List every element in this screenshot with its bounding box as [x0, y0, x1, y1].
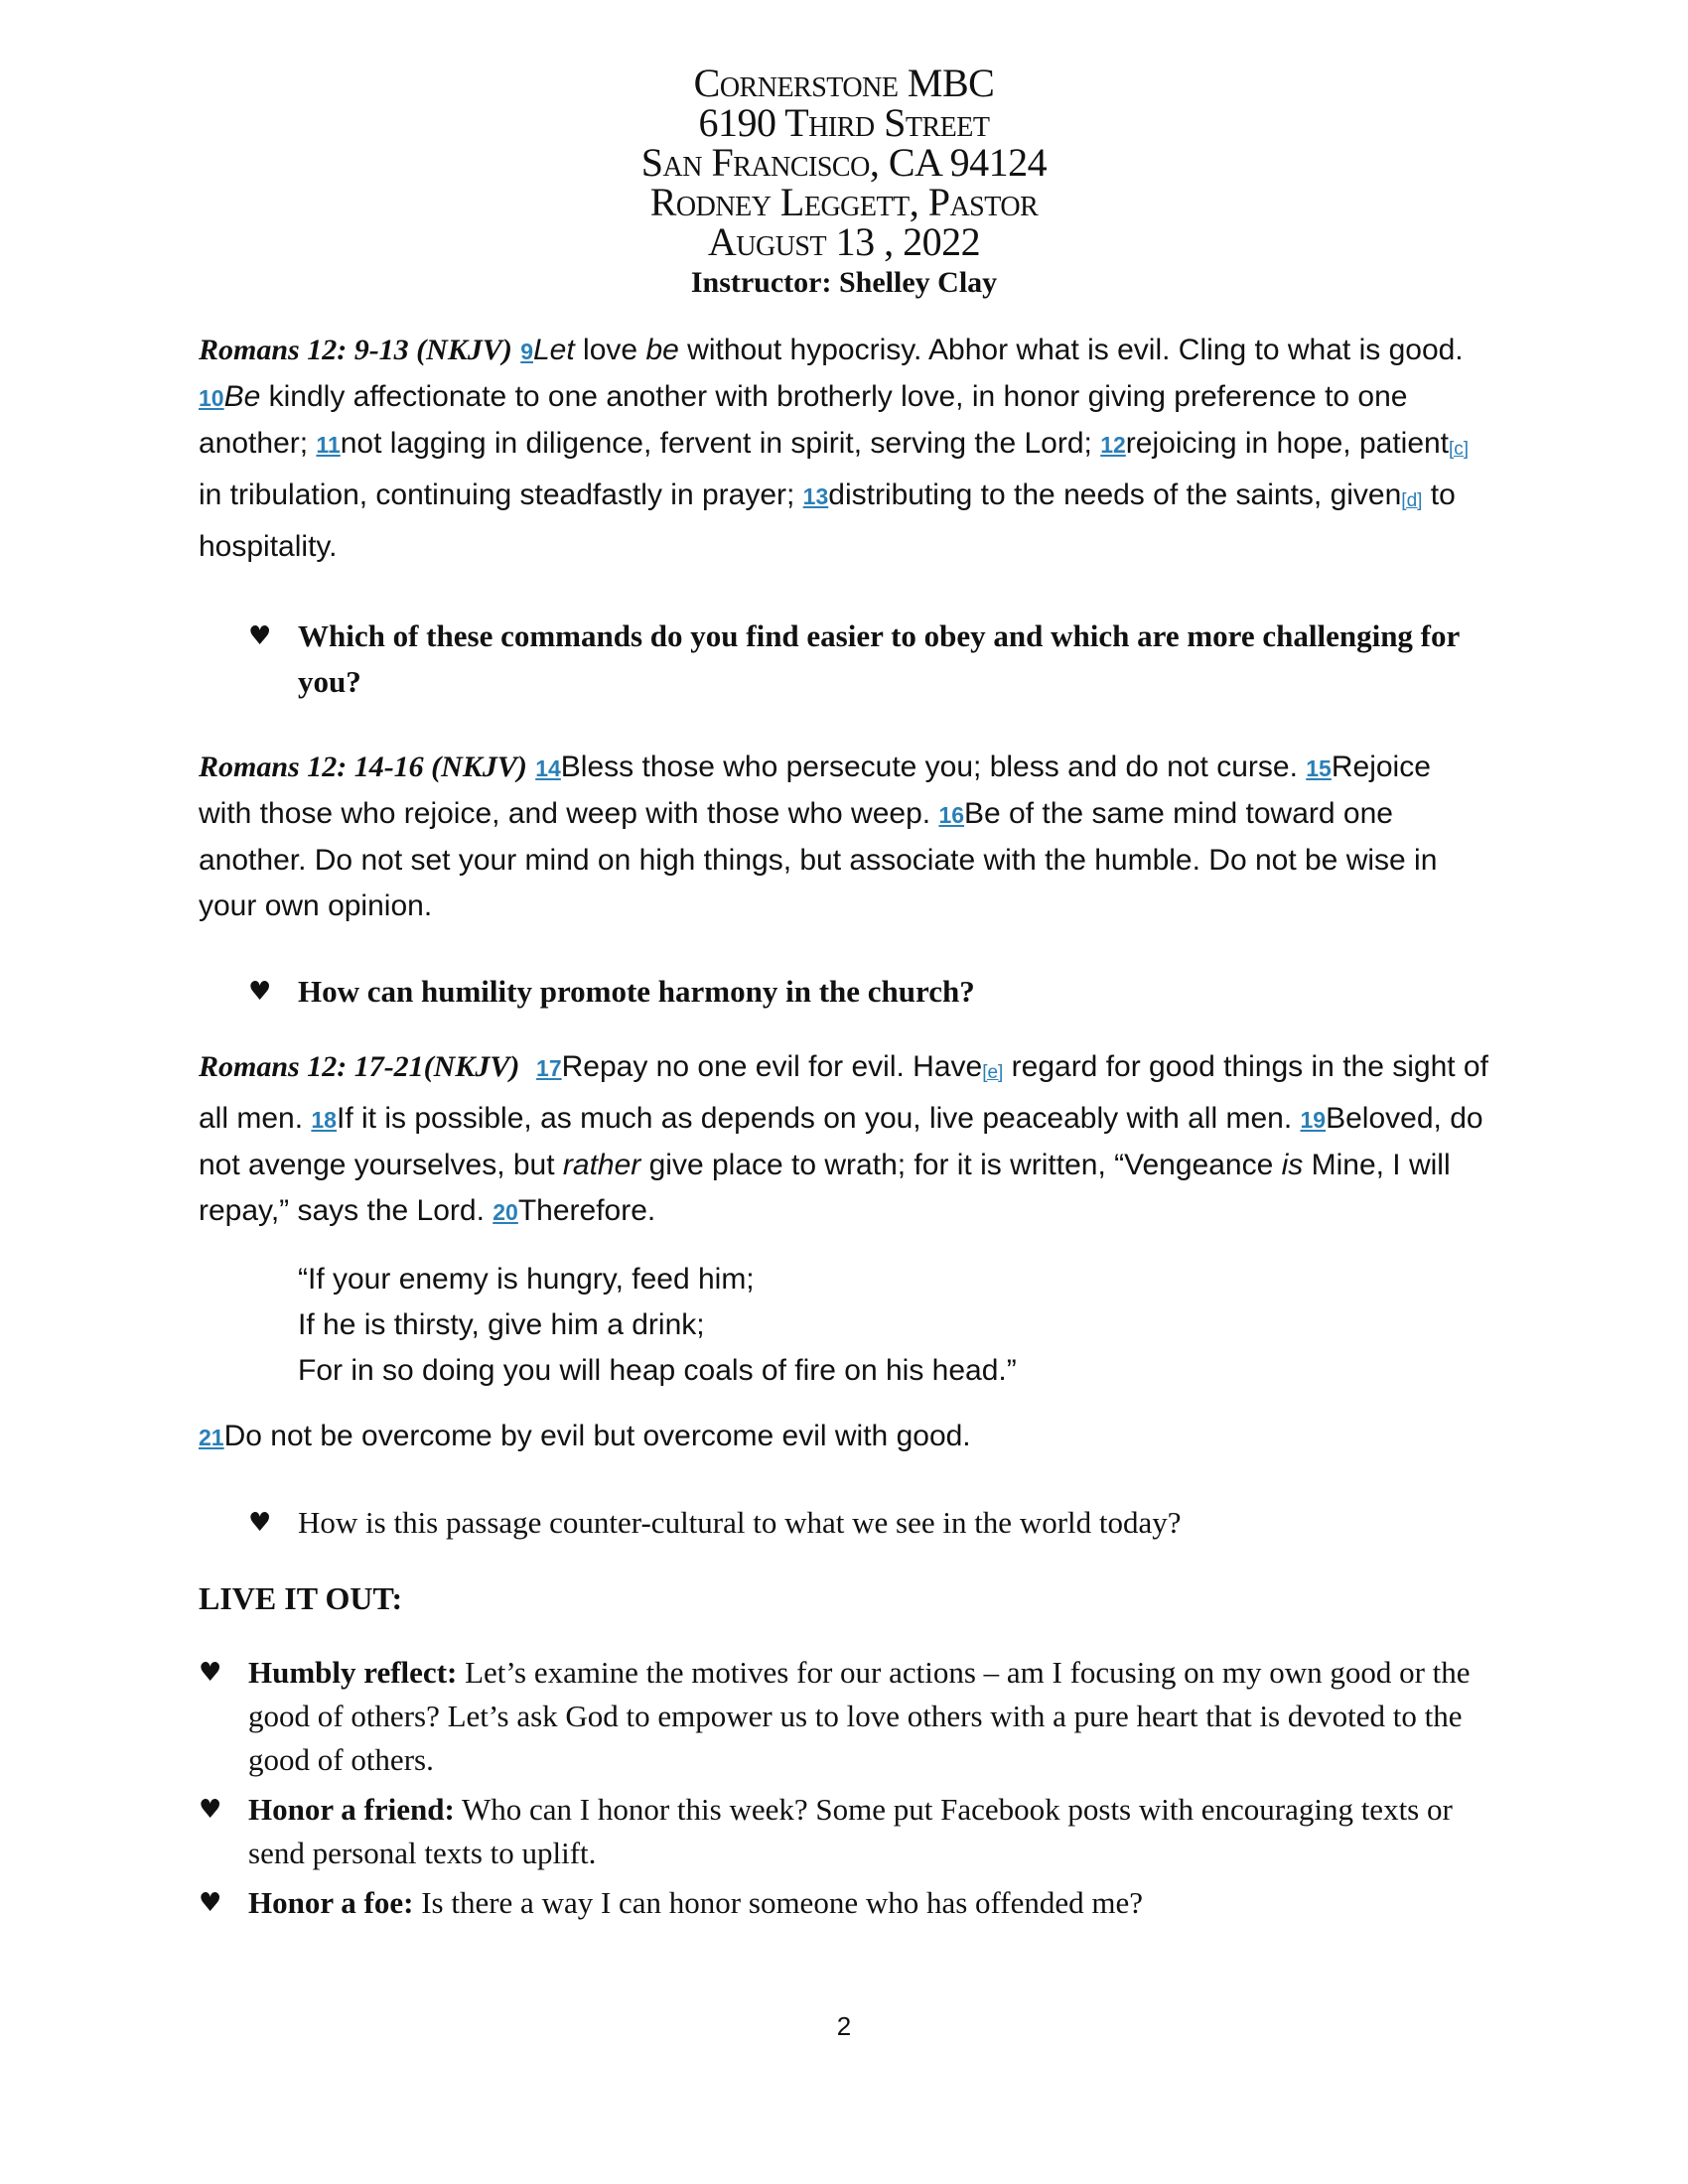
footnote-link-d[interactable]: [d]	[1401, 490, 1423, 511]
verse-text: be	[645, 334, 679, 366]
verse-text: Let	[533, 334, 575, 366]
verse-text: If it is possible, as much as depends on you, live peaceably with all men.	[336, 1102, 1301, 1135]
verse-text: not lagging in diligence, fervent in spirit, serving the Lord;	[340, 427, 1101, 460]
item-text: Who can I honor this week? Some put Facebook posts with encouraging texts or send personal texts to uplift.	[248, 1792, 1453, 1870]
verse-link-19[interactable]: 19	[1300, 1107, 1327, 1133]
poem-line: If he is thirsty, give him a drink;	[298, 1308, 705, 1341]
lesson-date: August 13 , 2022	[707, 219, 981, 264]
verse-text: give place to wrath; for it is written, “Vengeance	[640, 1149, 1282, 1181]
quoted-poem	[199, 1257, 1489, 1394]
live-it-out-heading: LIVE IT OUT:	[199, 1580, 403, 1616]
question-text: Which of these commands do you find easier to obey and which are more challenging for you?	[298, 618, 1460, 699]
verse-link-10[interactable]: 10	[199, 385, 224, 411]
item-label: Honor a foe:	[248, 1885, 414, 1920]
live-it-out-item	[199, 1881, 1489, 1925]
heart-bullet-icon: ♥	[248, 977, 272, 1007]
pastor-name: Rodney Leggett, Pastor	[649, 180, 1039, 224]
item-label: Humbly reflect:	[248, 1655, 458, 1690]
verse-text: rejoicing in hope, patient	[1125, 427, 1450, 460]
discussion-question-1	[199, 614, 1489, 705]
passage-romans-12-9-13	[199, 328, 1489, 570]
heart-bullet-icon: ♥	[199, 1888, 222, 1918]
verse-link-9[interactable]: 9	[520, 339, 533, 364]
scripture-reference: Romans 12: 14-16 (NKJV)	[199, 751, 527, 783]
verse-text: to hospitality.	[199, 478, 1456, 563]
heart-bullet-icon: ♥	[199, 1658, 222, 1688]
poem-line: For in so doing you will heap coals of fire on his head.”	[298, 1354, 1017, 1387]
verse-text: regard for good things in the sight of all men.	[199, 1050, 1488, 1135]
item-text: Let’s examine the motives for our actions – am I focusing on my own good or the good of others? Let’s ask God to empower us to love others with a pure heart that is devoted to the good of others.	[248, 1655, 1471, 1777]
verse-link-12[interactable]: 12	[1100, 432, 1126, 458]
verse-text: Repay no one evil for evil. Have	[561, 1050, 983, 1083]
verse-text: Be	[223, 380, 261, 413]
item-text: Is there a way I can honor someone who has offended me?	[413, 1885, 1144, 1920]
verse-text: Rejoice with those who rejoice, and weep with those who weep.	[199, 751, 1431, 830]
document-header	[199, 61, 1489, 304]
footnote-link-c[interactable]: [c]	[1449, 439, 1470, 460]
verse-link-21[interactable]: 21	[199, 1425, 224, 1450]
heart-bullet-icon: ♥	[248, 621, 272, 651]
poem-line: “If your enemy is hungry, feed him;	[298, 1263, 755, 1296]
discussion-question-2	[199, 969, 1489, 1015]
verse-text: kindly affectionate to one another with brotherly love, in honor giving preference to one another;	[199, 380, 1408, 460]
question-text: How can humility promote harmony in the church?	[298, 974, 975, 1009]
instructor-line: Instructor: Shelley Clay	[690, 266, 998, 299]
verse-text: rather	[562, 1149, 641, 1181]
verse-link-14[interactable]: 14	[535, 755, 561, 781]
discussion-question-3	[199, 1500, 1489, 1546]
verse-21-paragraph	[199, 1414, 1489, 1460]
verse-link-16[interactable]: 16	[938, 802, 965, 828]
verse-link-13[interactable]: 13	[802, 483, 829, 509]
live-it-out-list	[199, 1651, 1489, 1925]
scripture-reference: Romans 12: 17-21(NKJV)	[199, 1050, 520, 1083]
page-number: 2	[836, 2011, 852, 2041]
live-it-out-item	[199, 1651, 1489, 1782]
verse-text: Therefore.	[517, 1194, 656, 1227]
scripture-reference: Romans 12: 9-13 (NKJV)	[199, 334, 512, 366]
passage-romans-12-17-21	[199, 1044, 1489, 1235]
verse-text: love	[574, 334, 646, 366]
verse-text: Mine, I will repay,” says the Lord.	[199, 1149, 1451, 1227]
verse-text: distributing to the needs of the saints, given	[828, 478, 1402, 511]
heart-bullet-icon: ♥	[199, 1795, 222, 1825]
item-label: Honor a friend:	[248, 1792, 455, 1827]
verse-text: without hypocrisy. Abhor what is evil. Cling to what is good.	[678, 334, 1464, 366]
verse-text: is	[1281, 1149, 1304, 1181]
verse-text: Beloved, do not avenge yourselves, but	[199, 1102, 1483, 1181]
church-name: Cornerstone MBC	[693, 61, 995, 105]
question-text: How is this passage counter-cultural to what we see in the world today?	[298, 1505, 1182, 1540]
verse-link-11[interactable]: 11	[316, 432, 341, 458]
verse-link-20[interactable]: 20	[492, 1199, 518, 1225]
verse-link-18[interactable]: 18	[311, 1107, 337, 1133]
passage-romans-12-14-16	[199, 745, 1489, 929]
church-city: San Francisco, CA 94124	[640, 140, 1048, 185]
verse-text: Be of the same mind toward one another. Do not set your mind on high things, but associate with the humble. Do not be wise in your own opinion.	[199, 797, 1438, 922]
verse-text: Bless those who persecute you; bless and do not curse.	[560, 751, 1307, 783]
verse-link-15[interactable]: 15	[1306, 755, 1332, 781]
verse-link-17[interactable]: 17	[536, 1055, 562, 1081]
live-it-out-item	[199, 1788, 1489, 1875]
footnote-link-e[interactable]: [e]	[982, 1062, 1004, 1083]
heart-bullet-icon: ♥	[248, 1508, 272, 1538]
verse-text: Do not be overcome by evil but overcome evil with good.	[223, 1420, 971, 1452]
church-address: 6190 Third Street	[698, 100, 990, 145]
verse-text: in tribulation, continuing steadfastly in prayer;	[199, 478, 803, 511]
document-page	[199, 61, 1489, 1925]
